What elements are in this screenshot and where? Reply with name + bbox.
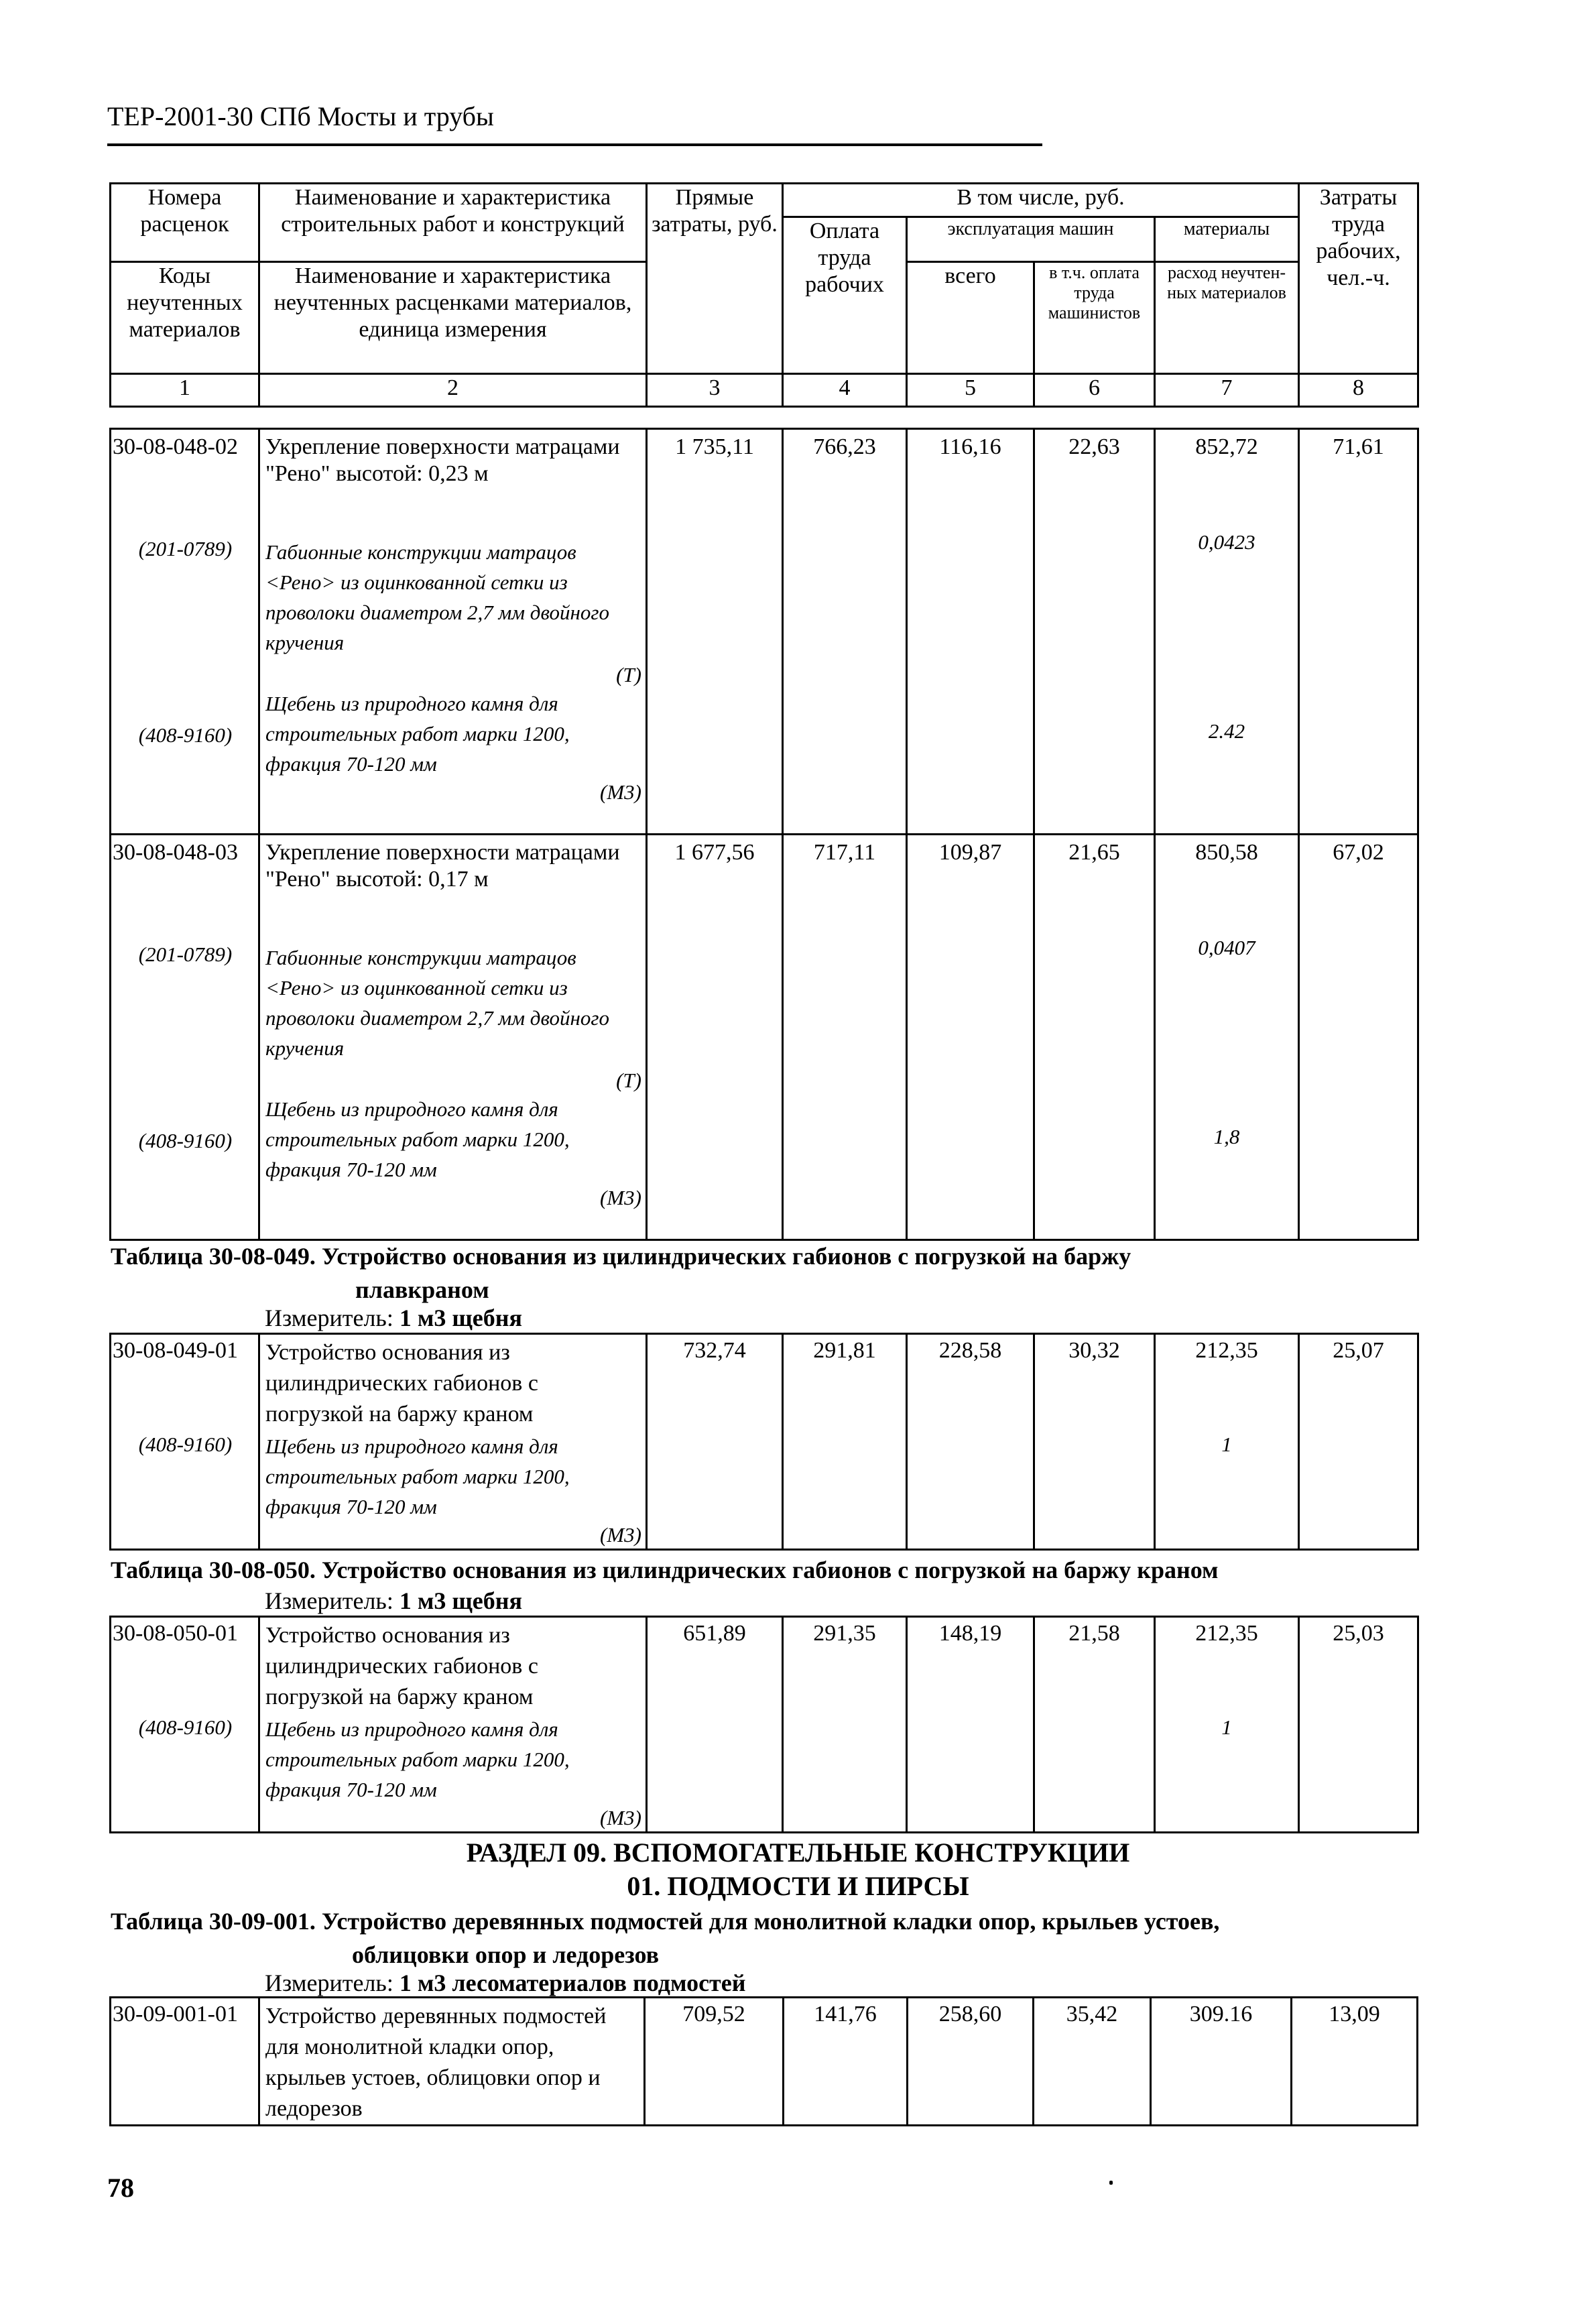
col-number: 3	[647, 374, 783, 407]
page-number: 78	[107, 2173, 134, 2203]
table-09-001-title-cont: облицовки опор и ледорезов	[352, 1941, 660, 1968]
machine-cost: 258,60	[908, 1998, 1034, 2126]
header-materials: материалы	[1155, 217, 1299, 262]
material-code: (408-9160)	[138, 1433, 233, 1456]
material-qty: 0,0407	[1198, 936, 1255, 959]
table-row	[111, 835, 1418, 1240]
header-rule	[107, 143, 1042, 146]
material-code: (408-9160)	[138, 1129, 233, 1152]
labor-cost: 717,11	[783, 835, 907, 1240]
header-col7: расход неучтен- ных материалов	[1155, 262, 1299, 374]
direct-cost: 1 735,11	[647, 429, 783, 835]
header-col2-top: Наименование и характеристика строительных работ и конструкций	[259, 184, 647, 262]
rate-code: 30-09-001-01	[111, 1998, 259, 2126]
material-code: (201-0789)	[138, 537, 233, 560]
machinist-labor-cost: 35,42	[1034, 1998, 1151, 2126]
col-number: 4	[783, 374, 907, 407]
material-name: Щебень из природного камня для строительных работ марки 1200, фракция 70-120 мм	[265, 1097, 570, 1181]
rates-table-050	[109, 1616, 1419, 1833]
machinist-labor-cost: 22,63	[1034, 429, 1155, 835]
header-machines: эксплуатация машин	[907, 217, 1155, 262]
labor-cost: 141,76	[784, 1998, 908, 2126]
measure-value: 1 м3 лесоматериалов подмостей	[399, 1970, 746, 1996]
col-number: 8	[1299, 374, 1418, 407]
header-col6: в т.ч. оплата труда машинистов	[1034, 262, 1155, 374]
table-09-001-measure	[265, 1968, 745, 1998]
rate-name: Устройство основания из цилиндрических габионов с погрузкой на баржу краном	[265, 1623, 538, 1709]
column-numbers-row	[111, 374, 1418, 407]
rate-name: Устройство основания из цилиндрических габионов с погрузкой на баржу краном	[265, 1340, 538, 1427]
rates-table-048	[109, 428, 1419, 1241]
table-050-measure	[265, 1586, 522, 1616]
measure-value: 1 м3 щебня	[399, 1305, 522, 1331]
material-name: Щебень из природного камня для строительных работ марки 1200, фракция 70-120 мм	[265, 1435, 570, 1518]
table-09-001-title: Таблица 30-09-001. Устройство деревянных подмостей для монолитной кладки опор, крыльев устоев,	[111, 1908, 1220, 1935]
material-qty: 1	[1221, 1433, 1232, 1456]
machine-cost: 116,16	[907, 429, 1034, 835]
material-name: Габионные конструкции матрацов <Рено> из оцинкованной сетки из проволоки диаметром 2,7 мм двойного кручения	[265, 540, 609, 654]
scan-speck	[1109, 2181, 1113, 2185]
labor-cost: 766,23	[783, 429, 907, 835]
table-049-measure	[265, 1303, 522, 1333]
machinist-labor-cost: 30,32	[1034, 1334, 1155, 1550]
section-title: РАЗДЕЛ 09. ВСПОМОГАТЕЛЬНЫЕ КОНСТРУКЦИИ	[466, 1837, 1130, 1868]
material-unit: (М3)	[600, 780, 641, 804]
col-number: 2	[259, 374, 647, 407]
material-name: Щебень из природного камня для строительных работ марки 1200, фракция 70-120 мм	[265, 692, 570, 776]
rates-table-049	[109, 1333, 1419, 1551]
measure-label: Измеритель:	[265, 1970, 393, 1996]
header-col3: Прямые затраты, руб.	[647, 184, 783, 374]
materials-cost: 212,35	[1195, 1621, 1258, 1646]
rate-code: 30-08-048-02	[113, 434, 238, 459]
table-row	[111, 429, 1418, 835]
materials-cost: 850,58	[1195, 840, 1258, 865]
column-header-table	[109, 182, 1419, 408]
machinist-labor-cost: 21,65	[1034, 835, 1155, 1240]
rate-name: Укрепление поверхности матрацами "Рено" высотой: 0,23 м	[265, 434, 620, 486]
table-050-title: Таблица 30-08-050. Устройство основания из цилиндрических габионов с погрузкой на баржу краном	[111, 1557, 1219, 1583]
table-049-title-cont: плавкраном	[355, 1276, 489, 1303]
rate-code: 30-08-048-03	[113, 840, 238, 865]
rate-code: 30-08-049-01	[113, 1338, 238, 1363]
table-049-title: Таблица 30-08-049. Устройство основания из цилиндрических габионов с погрузкой на баржу	[111, 1243, 1131, 1270]
material-name: Габионные конструкции матрацов <Рено> из оцинкованной сетки из проволоки диаметром 2,7 мм двойного кручения	[265, 946, 609, 1060]
header-group: В том числе, руб.	[783, 184, 1299, 217]
header-col1-bottom: Коды неучтенных материалов	[111, 262, 259, 374]
material-qty: 1,8	[1213, 1125, 1240, 1148]
material-code: (408-9160)	[138, 1715, 233, 1739]
header-col2-bottom: Наименование и характеристика неучтенных расценками материалов, единица измерения	[259, 262, 647, 374]
section-subtitle: 01. ПОДМОСТИ И ПИРСЫ	[627, 1871, 969, 1901]
machine-cost: 148,19	[907, 1617, 1034, 1833]
col-number: 5	[907, 374, 1034, 407]
labor-hours: 25,07	[1299, 1334, 1418, 1550]
labor-hours: 25,03	[1299, 1617, 1418, 1833]
header-col1-top: Номера расценок	[111, 184, 259, 262]
col-number: 1	[111, 374, 259, 407]
rate-name: Укрепление поверхности матрацами "Рено" высотой: 0,17 м	[265, 840, 620, 892]
rate-name: Устройство деревянных подмостей для монолитной кладки опор, крыльев устоев, облицовки опор и ледорезов	[259, 1998, 645, 2126]
materials-cost: 852,72	[1195, 434, 1258, 459]
machine-cost: 228,58	[907, 1334, 1034, 1550]
material-qty: 2.42	[1208, 719, 1245, 743]
direct-cost: 709,52	[645, 1998, 784, 2126]
labor-cost: 291,35	[783, 1617, 907, 1833]
header-col8: Затраты труда рабочих, чел.-ч.	[1299, 184, 1418, 374]
material-name: Щебень из природного камня для строительных работ марки 1200, фракция 70-120 мм	[265, 1717, 570, 1801]
measure-value: 1 м3 щебня	[399, 1587, 522, 1614]
table-row	[111, 1334, 1418, 1550]
material-code: (408-9160)	[138, 723, 233, 747]
materials-cost: 212,35	[1195, 1338, 1258, 1363]
header-col5: всего	[907, 262, 1034, 374]
labor-cost: 291,81	[783, 1334, 907, 1550]
rate-code: 30-08-050-01	[113, 1621, 238, 1646]
table-row	[111, 1617, 1418, 1833]
header-col4: Оплата труда рабочих	[783, 217, 907, 374]
direct-cost: 1 677,56	[647, 835, 783, 1240]
labor-hours: 71,61	[1299, 429, 1418, 835]
direct-cost: 651,89	[647, 1617, 783, 1833]
measure-label: Измеритель:	[265, 1305, 393, 1331]
running-head: ТЕР-2001-30 СПб Мосты и трубы	[107, 101, 494, 131]
materials-cost: 309.16	[1151, 1998, 1292, 2126]
material-unit: (М3)	[600, 1186, 641, 1209]
table-row	[111, 1998, 1418, 2126]
labor-hours: 13,09	[1292, 1998, 1418, 2126]
col-number: 7	[1155, 374, 1299, 407]
material-qty: 0,0423	[1198, 530, 1255, 554]
col-number: 6	[1034, 374, 1155, 407]
material-code: (201-0789)	[138, 943, 233, 966]
measure-label: Измеритель:	[265, 1587, 393, 1614]
labor-hours: 67,02	[1299, 835, 1418, 1240]
machinist-labor-cost: 21,58	[1034, 1617, 1155, 1833]
direct-cost: 732,74	[647, 1334, 783, 1550]
material-unit: (М3)	[600, 1806, 641, 1829]
material-unit: (М3)	[600, 1523, 641, 1547]
machine-cost: 109,87	[907, 835, 1034, 1240]
material-unit: (Т)	[616, 1069, 641, 1092]
rates-table-09-001	[109, 1996, 1418, 2126]
material-qty: 1	[1221, 1715, 1232, 1739]
material-unit: (Т)	[616, 663, 641, 686]
